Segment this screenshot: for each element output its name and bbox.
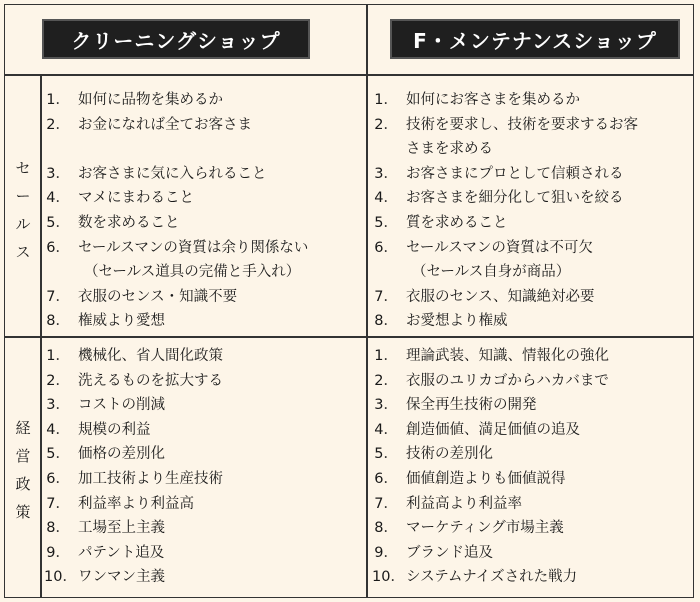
center-column-divider: [366, 4, 368, 598]
label-char: セ: [15, 159, 31, 177]
list-item: [44, 565, 362, 590]
list-item: [44, 260, 362, 285]
item-text: ワンマン主義: [78, 569, 165, 586]
item-number: 6．: [46, 239, 70, 256]
item-text: コストの削減: [78, 397, 165, 414]
item-number: 3．: [46, 165, 70, 182]
item-text: 利益高より利益率: [406, 495, 522, 512]
list-item: [44, 418, 362, 443]
item-number: 3．: [374, 165, 398, 182]
item-number: 1．: [46, 92, 70, 108]
label-char: 経: [15, 419, 31, 437]
item-number: 7．: [46, 288, 70, 305]
item-text: ブランド追及: [406, 544, 493, 561]
item-text: 技術を要求し、技術を要求するお客: [406, 116, 638, 133]
list-item: [372, 113, 690, 138]
section-divider: [4, 336, 694, 338]
item-text: さまを求める: [406, 141, 493, 158]
label-char: 政: [15, 475, 31, 493]
list-item: [372, 88, 690, 113]
list-item: [372, 565, 690, 590]
list-item: [44, 393, 362, 418]
label-char: ル: [15, 215, 31, 233]
item-number: 3．: [374, 397, 398, 414]
item-text: 質を求めること: [406, 214, 508, 231]
list-item: [372, 492, 690, 517]
item-text: 加工技術より生産技術: [78, 470, 223, 487]
header-cleaning-shop: クリーニングショップ: [42, 19, 310, 59]
item-text: 権威より愛想: [78, 313, 165, 330]
item-number: 5．: [46, 214, 70, 231]
item-text: お愛想より権威: [406, 313, 508, 330]
item-text: パテント追及: [78, 544, 165, 561]
item-number: 5．: [374, 214, 398, 231]
header-divider: [4, 74, 694, 76]
list-item: [372, 309, 690, 334]
list-item: [44, 516, 362, 541]
list-item: [372, 285, 690, 310]
list-item: [372, 418, 690, 443]
item-text: 保全再生技術の開発: [406, 397, 537, 414]
item-text: 価値創造よりも価値説得: [406, 470, 566, 487]
item-number: 6．: [374, 470, 398, 487]
item-number: 8．: [374, 520, 398, 537]
item-number: 2．: [374, 116, 398, 133]
list-item: [372, 211, 690, 236]
list-item: [372, 344, 690, 369]
item-text: 数を求めること: [78, 214, 180, 231]
item-text: （セールス道具の完備と手入れ）: [84, 264, 301, 281]
list-item: [44, 369, 362, 394]
item-text: マーケティング市場主義: [406, 520, 564, 537]
item-text: 工場至上主義: [78, 520, 165, 537]
section-label-sales: [8, 140, 38, 280]
item-number: 10．: [372, 569, 405, 586]
list-item: [372, 442, 690, 467]
item-number: 7．: [374, 495, 398, 512]
item-number: 4．: [374, 421, 398, 438]
sales-cleaning-list: [44, 88, 362, 334]
list-item: [44, 309, 362, 334]
policy-maintenance-list: [372, 344, 690, 590]
list-item: [44, 236, 362, 261]
item-text: 洗えるものを拡大する: [78, 372, 223, 389]
item-number: 6．: [46, 470, 70, 487]
item-text: （セールス自身が商品）: [412, 264, 571, 281]
list-item: [44, 186, 362, 211]
list-item: [372, 541, 690, 566]
item-text: 価格の差別化: [78, 446, 165, 463]
list-item: [372, 516, 690, 541]
list-item: [44, 137, 362, 162]
list-item: [44, 541, 362, 566]
sales-maintenance-list: [372, 88, 690, 334]
item-text: マメにまわること: [78, 190, 194, 207]
item-number: 8．: [46, 313, 70, 330]
label-column-divider: [40, 74, 42, 598]
item-number: 8．: [374, 313, 398, 330]
item-text: 如何にお客さまを集めるか: [406, 92, 580, 108]
list-item: [44, 162, 362, 187]
label-char: 策: [15, 503, 31, 521]
list-item: [44, 344, 362, 369]
item-number: 6．: [374, 239, 398, 256]
policy-cleaning-list: [44, 344, 362, 590]
item-text: お客さまにプロとして信頼される: [406, 165, 624, 182]
list-item: [372, 137, 690, 162]
list-item: [372, 260, 690, 285]
item-number: 2．: [46, 116, 70, 133]
item-text: セールスマンの資質は不可欠: [406, 239, 593, 256]
label-char: 営: [15, 447, 31, 465]
item-number: 10．: [44, 569, 77, 586]
list-item: [44, 442, 362, 467]
item-text: 技術の差別化: [406, 446, 493, 463]
item-text: お客さまを細分化して狙いを絞る: [406, 190, 624, 207]
list-item: [372, 162, 690, 187]
item-text: 衣服のセンス・知識不要: [78, 288, 238, 305]
item-number: 4．: [46, 190, 70, 207]
item-number: 1．: [46, 348, 70, 364]
list-item: [44, 211, 362, 236]
item-text: お金になれば全てお客さま: [78, 116, 252, 133]
item-text: システムナイズされた戦力: [406, 569, 578, 586]
item-number: 4．: [46, 421, 70, 438]
item-text: 如何に品物を集めるか: [78, 92, 223, 108]
list-item: [372, 236, 690, 261]
label-char: ス: [15, 243, 31, 261]
item-text: 機械化、省人間化政策: [78, 348, 223, 364]
item-number: 4．: [374, 190, 398, 207]
item-number: 5．: [374, 446, 398, 463]
list-item: [44, 492, 362, 517]
list-item: [44, 285, 362, 310]
list-item: [372, 393, 690, 418]
list-item: [372, 186, 690, 211]
list-item: [44, 113, 362, 138]
item-text: 規模の利益: [78, 421, 151, 438]
item-text: 衣服のセンス、知識絶対必要: [406, 288, 595, 305]
item-number: 7．: [374, 288, 398, 305]
item-text: 利益率より利益高: [78, 495, 194, 512]
item-text: 創造価値、満足価値の追及: [406, 421, 580, 438]
item-text: お客さまに気に入られること: [78, 165, 267, 182]
item-number: 3．: [46, 397, 70, 414]
item-number: 7．: [46, 495, 70, 512]
item-number: 5．: [46, 446, 70, 463]
section-label-management-policy: [8, 405, 38, 535]
item-number: 1．: [374, 348, 398, 364]
item-text: セールスマンの資質は余り関係ない: [78, 239, 309, 256]
list-item: [44, 88, 362, 113]
item-number: 1．: [374, 92, 398, 108]
list-item: [372, 369, 690, 394]
list-item: [44, 467, 362, 492]
item-number: 8．: [46, 520, 70, 537]
label-char: ー: [15, 187, 31, 205]
item-number: 2．: [46, 372, 70, 389]
list-item: [372, 467, 690, 492]
header-f-maintenance-shop: F・メンテナンスショップ: [390, 19, 680, 59]
item-number: 9．: [46, 544, 70, 561]
item-number: 2．: [374, 372, 398, 389]
item-text: 理論武装、知識、情報化の強化: [406, 348, 609, 364]
item-text: 衣服のユリカゴからハカバまで: [406, 372, 609, 389]
item-number: 9．: [374, 544, 398, 561]
